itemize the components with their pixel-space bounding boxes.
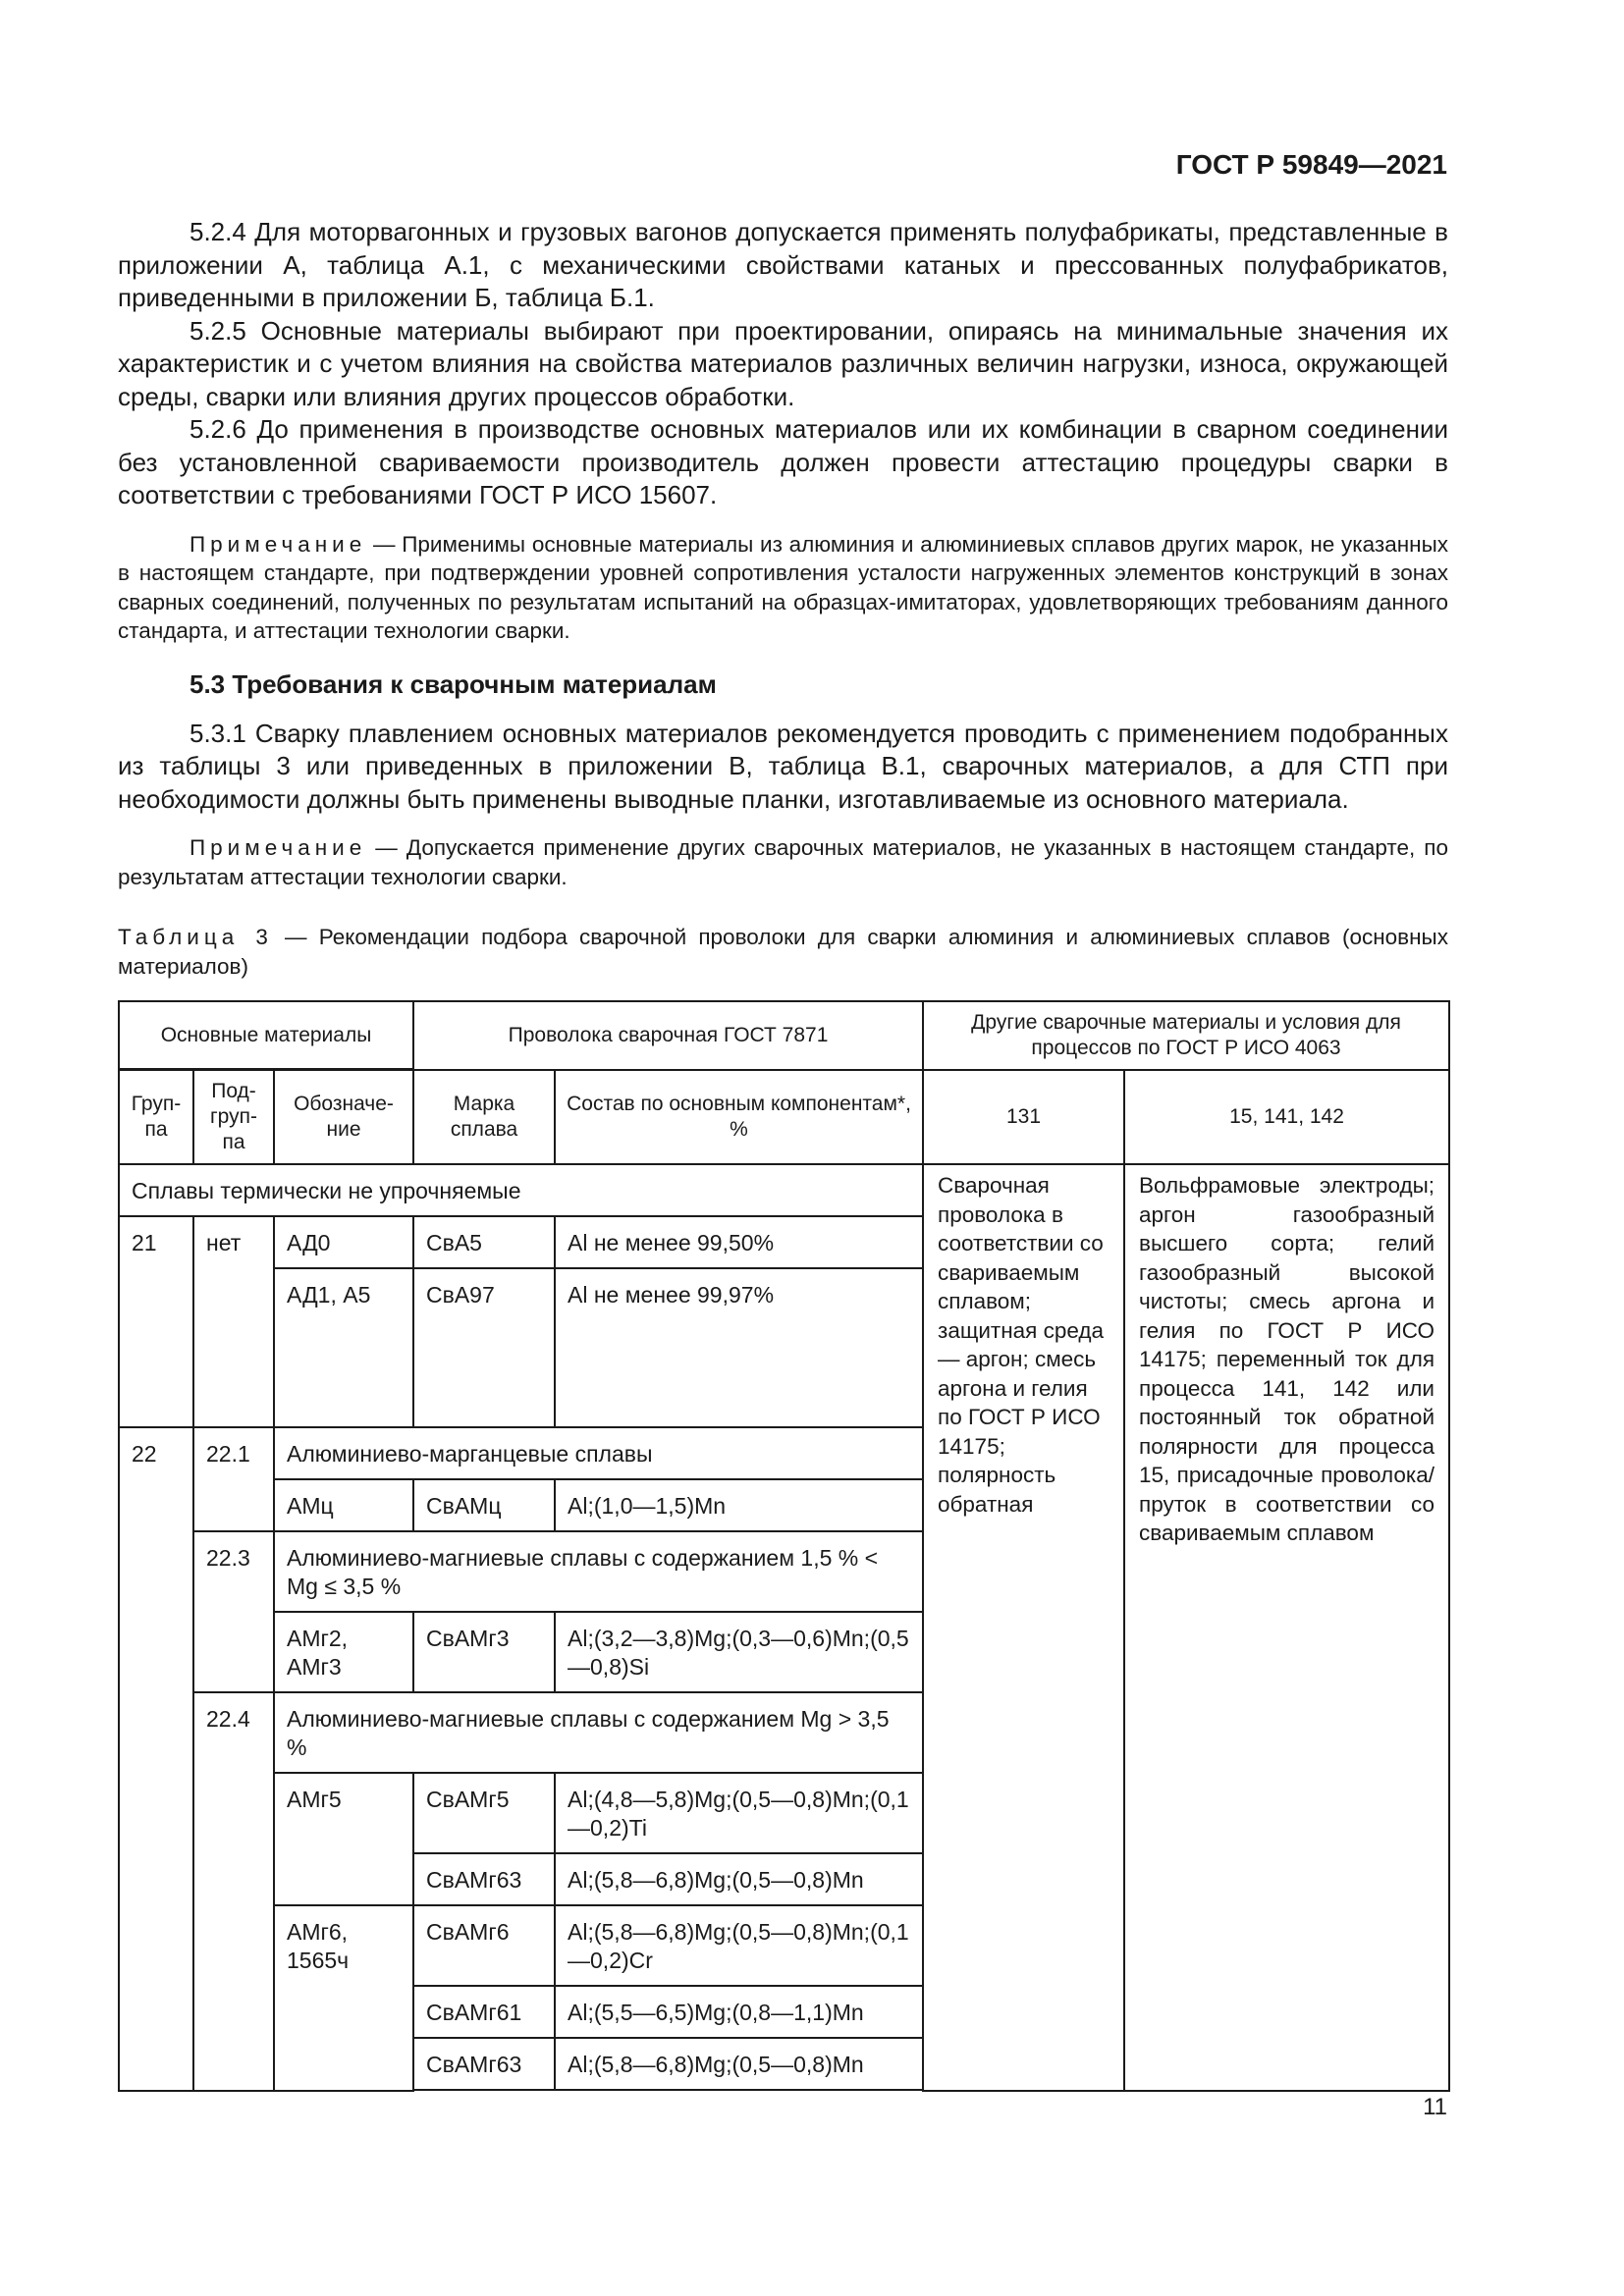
designation-cell: АМг5: [274, 1773, 413, 1905]
designation-cell: АД0: [274, 1216, 413, 1268]
header-other-materials: Другие сварочные материалы и условия для процессов по ГОСТ Р ИСО 4063: [923, 1001, 1449, 1070]
table-subheader-row: [119, 1070, 1449, 1164]
subgroup-title: Алюминиево-магниевые сплавы с содержанием Mg > 3,5 %: [274, 1692, 923, 1773]
note-text: — Применимы основные материалы из алюминия и алюминиевых сплавов других марок, не указанных в настоящем стандарте, при подтверждении уровней сопротивления усталости нагруженных элементов конструкций в зонах сварных соединений, полученных по результатам испытаний на образцах-имитаторах, удовлетворяющих требованиям данного стандарта, и аттестации технологии сварки.: [118, 531, 1448, 643]
subgroup-cell: 22.4: [193, 1692, 274, 2091]
subgroup-title: Алюминиево-магниевые сплавы с содержанием 1,5 % < Mg ≤ 3,5 %: [274, 1531, 923, 1612]
table-3: [118, 1000, 1450, 2092]
grade-cell: СвАМг61: [413, 1986, 555, 2038]
composition-cell: Al;(5,8—6,8)Mg;(0,5—0,8)Mn: [555, 1853, 923, 1905]
header-base-materials: Основные материалы: [119, 1001, 413, 1069]
header-wire: Проволока сварочная ГОСТ 7871: [413, 1001, 923, 1070]
group-cell: 21: [119, 1216, 193, 1427]
grade-cell: СвА97: [413, 1268, 555, 1427]
table-caption: [118, 923, 1448, 981]
document-header: ГОСТ Р 59849—2021: [1175, 149, 1447, 180]
header-subgroup: Под-груп-па: [193, 1070, 274, 1164]
note-text: — Допускается применение других сварочных материалов, не указанных в настоящем стандарте, по результатам аттестации технологии сварки.: [118, 835, 1448, 889]
header-designation: Обозначе-ние: [274, 1070, 413, 1164]
table-caption-label: Таблица 3: [118, 925, 273, 949]
table-caption-text: — Рекомендации подбора сварочной проволоки для сварки алюминия и алюминиевых сплавов (основных материалов): [118, 925, 1448, 979]
header-group: Груп-па: [119, 1070, 193, 1164]
designation-cell: АМг6, 1565ч: [274, 1905, 413, 2091]
designation-cell: АД1, А5: [274, 1268, 413, 1427]
subgroup-title: Алюминиево-марганцевые сплавы: [274, 1427, 923, 1479]
composition-cell: Al;(4,8—5,8)Mg;(0,5—0,8)Mn;(0,1—0,2)Ti: [555, 1773, 923, 1853]
process-131-conditions: Сварочная проволока в соответствии со свариваемым сплавом; защитная среда — аргон; смесь аргона и гелия по ГОСТ Р ИСО 14175; полярность обратная: [923, 1164, 1124, 2091]
note-label: Примечание: [189, 531, 367, 557]
designation-cell: АМц: [274, 1479, 413, 1531]
section-title: Сплавы термически не упрочняемые: [119, 1164, 923, 1216]
composition-cell: Al;(5,8—6,8)Mg;(0,5—0,8)Mn;(0,1—0,2)Cr: [555, 1905, 923, 1986]
table-header-row: [119, 1001, 1449, 1069]
paragraph-5-3-1: 5.3.1 Сварку плавлением основных материалов рекомендуется проводить с применением подобранных из таблицы 3 или приведенных в приложении В, таблица В.1, сварочных материалов, а для СТП при необходимости должны быть применены выводные планки, изготавливаемые из основного материала.: [118, 718, 1448, 814]
composition-cell: Al не менее 99,97%: [555, 1268, 923, 1427]
subgroup-cell: 22.1: [193, 1427, 274, 1531]
composition-cell: Al;(3,2—3,8)Mg;(0,3—0,6)Mn;(0,5—0,8)Si: [555, 1612, 923, 1692]
composition-cell: Al;(1,0—1,5)Mn: [555, 1479, 923, 1531]
composition-cell: Al не менее 99,50%: [555, 1216, 923, 1268]
page-content: [118, 216, 1448, 2092]
composition-cell: Al;(5,8—6,8)Mg;(0,5—0,8)Mn: [555, 2038, 923, 2090]
note-2: [118, 833, 1448, 891]
header-composition: Состав по основным компонентам*, %: [555, 1070, 923, 1164]
page-number: 11: [1423, 2094, 1447, 2120]
grade-cell: СвАМг6: [413, 1905, 555, 1986]
header-process-131: 131: [923, 1070, 1124, 1164]
grade-cell: СвАМг63: [413, 1853, 555, 1905]
group-cell: 22: [119, 1427, 193, 2091]
section-heading-5-3: 5.3 Требования к сварочным материалам: [189, 668, 717, 699]
designation-cell: АМг2, АМг3: [274, 1612, 413, 1692]
table-section-row: [119, 1164, 1449, 1216]
subgroup-cell: нет: [193, 1216, 274, 1427]
paragraph-5-2-6: 5.2.6 До применения в производстве основных материалов или их комбинации в сварном соединении без установленной свариваемости производитель должен провести аттестацию процедуры сварки в соответствии с требованиями ГОСТ Р ИСО 15607.: [118, 414, 1448, 509]
grade-cell: СвАМц: [413, 1479, 555, 1531]
grade-cell: СвАМг5: [413, 1773, 555, 1853]
grade-cell: СвАМг63: [413, 2038, 555, 2090]
grade-cell: СвА5: [413, 1216, 555, 1268]
note-label: Примечание: [189, 835, 367, 860]
subgroup-cell: 22.3: [193, 1531, 274, 1692]
paragraph-5-2-4: 5.2.4 Для моторвагонных и грузовых вагонов допускается применять полуфабрикаты, представленные в приложении А, таблица А.1, с механическими свойствами катаных и прессованных полуфабрикатов, приведенными в приложении Б, таблица Б.1.: [118, 217, 1448, 312]
grade-cell: СвАМг3: [413, 1612, 555, 1692]
paragraph-5-2-5: 5.2.5 Основные материалы выбирают при проектировании, опираясь на минимальные значения их характеристик и с учетом влияния на свойства материалов различных величин нагрузки, износа, окружающей среды, сварки или влияния других процессов обработки.: [118, 315, 1448, 411]
note-1: [118, 530, 1448, 646]
header-process-15-141-142: 15, 141, 142: [1124, 1070, 1449, 1164]
composition-cell: Al;(5,5—6,5)Mg;(0,8—1,1)Mn: [555, 1986, 923, 2038]
process-15-conditions: Вольфрамовые электроды; аргон газообразный высшего сорта; гелий газообразный высокой чистоты; смесь аргона и гелия по ГОСТ Р ИСО 14175; переменный ток для процесса 141, 142 или постоянный ток обратной полярности для процесса 15, присадочные проволока/пруток в соответствии со свариваемым сплавом: [1124, 1164, 1449, 2091]
header-alloy-grade: Марка сплава: [413, 1070, 555, 1164]
